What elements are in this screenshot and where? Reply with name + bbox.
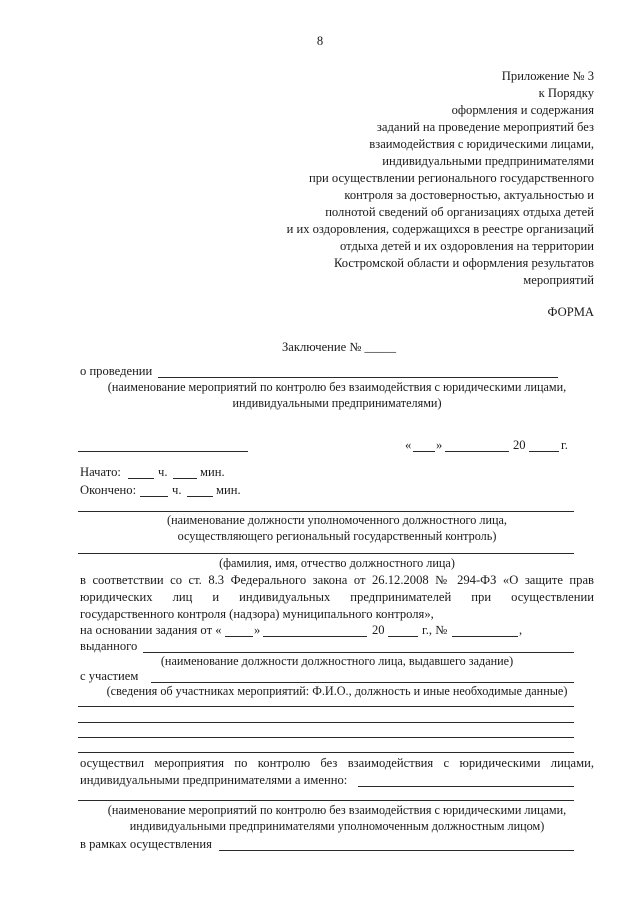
performed-caption: индивидуальными предпринимателями уполномоченным должностным лицом) [129, 819, 545, 833]
accordance-text: юридических лиц и индивидуальных предпринимателей при осуществлении [80, 590, 594, 604]
accordance-text: в соответствии со ст. 8.3 Федерального закона от 26.12.2008 № 294-ФЗ «О защите прав [80, 573, 594, 587]
header-line: к Порядку [538, 86, 594, 100]
start-label: Начато: [80, 465, 121, 479]
header-line: заданий на проведение мероприятий без [376, 120, 594, 134]
header-line: полнотой сведений об организациях отдыха детей [325, 205, 594, 219]
end-hours-field[interactable] [140, 496, 168, 497]
header-line: мероприятий [523, 273, 594, 287]
task-year-field[interactable] [388, 636, 418, 637]
issued-field[interactable] [143, 652, 574, 653]
scope-label: в рамках осуществления [80, 837, 212, 851]
header-line: контроля за достоверностью, актуальностью и [344, 188, 594, 202]
scope-field[interactable] [219, 850, 574, 851]
about-label: о проведении [80, 364, 153, 378]
performed-field[interactable] [358, 786, 574, 787]
page-number: 8 [316, 34, 324, 48]
start-hours-unit: ч. [158, 465, 168, 479]
participants-caption: (сведения об участниках мероприятий: Ф.И.О., должность и иные необходимые данные) [106, 684, 568, 698]
participants-extra-line[interactable] [78, 752, 574, 753]
official-fio-caption: (фамилия, имя, отчество должностного лица) [219, 556, 455, 570]
participants-extra-line[interactable] [78, 737, 574, 738]
header-line: и их оздоровления, содержащихся в реестре организаций [286, 222, 594, 236]
end-minutes-unit: мин. [216, 483, 241, 497]
end-hours-unit: ч. [172, 483, 182, 497]
task-end: , [519, 623, 523, 637]
start-hours-field[interactable] [128, 478, 154, 479]
task-day-field[interactable] [225, 636, 253, 637]
conclusion-title: Заключение № _____ [282, 340, 397, 354]
header-line: оформления и содержания [451, 103, 594, 117]
task-year-prefix: 20 [372, 623, 385, 637]
official-fio-field[interactable] [78, 553, 574, 554]
date-month-field[interactable] [445, 451, 509, 452]
task-year-suffix: г., № [422, 623, 448, 637]
date-quote-close: » [436, 438, 443, 452]
date-year-suffix: г. [561, 438, 568, 452]
official-position-field[interactable] [78, 511, 574, 512]
issued-label: выданного [80, 639, 138, 653]
header-line: Костромской области и оформления результатов [333, 256, 594, 270]
performed-caption: (наименование мероприятий по контролю без взаимодействия с юридическими лицами, [107, 803, 567, 817]
about-caption: (наименование мероприятий по контролю без взаимодействия с юридическими лицами, [107, 380, 567, 394]
task-prefix: на основании задания от « [80, 623, 222, 637]
start-minutes-unit: мин. [200, 465, 225, 479]
official-position-caption: осуществляющего региональный государственный контроль) [177, 529, 497, 543]
about-caption: индивидуальными предпринимателями) [232, 396, 442, 410]
form-label: ФОРМА [547, 305, 594, 319]
task-quote-close: » [254, 623, 261, 637]
end-minutes-field[interactable] [187, 496, 213, 497]
start-minutes-field[interactable] [173, 478, 197, 479]
header-line: взаимодействия с юридическими лицами, [369, 137, 594, 151]
header-line: отдыха детей и их оздоровления на территории [340, 239, 594, 253]
date-year-prefix: 20 [513, 438, 526, 452]
accordance-text: государственного контроля (надзора) муниципального контроля», [80, 607, 434, 621]
performed-text: осуществил мероприятия по контролю без взаимодействия с юридическими лицами, [80, 756, 594, 770]
date-quote-open: « [405, 438, 412, 452]
performed-text: индивидуальными предпринимателями а именно: [80, 773, 348, 787]
participants-extra-line[interactable] [78, 706, 574, 707]
about-field[interactable] [158, 377, 558, 378]
performed-extra-line[interactable] [78, 800, 574, 801]
header-line: индивидуальными предпринимателями [382, 154, 594, 168]
participants-field[interactable] [151, 682, 574, 683]
task-month-field[interactable] [263, 636, 367, 637]
date-year-field[interactable] [529, 451, 559, 452]
participants-extra-line[interactable] [78, 722, 574, 723]
date-day-field[interactable] [413, 451, 435, 452]
official-position-caption: (наименование должности уполномоченного должностного лица, [167, 513, 507, 527]
end-label: Окончено: [80, 483, 137, 497]
participants-label: с участием [80, 669, 139, 683]
header-line: при осуществлении регионального государственного [308, 171, 594, 185]
place-field[interactable] [78, 451, 248, 452]
task-number-field[interactable] [452, 636, 518, 637]
header-line: Приложение № 3 [501, 69, 594, 83]
issued-caption: (наименование должности должностного лица, выдавшего задание) [160, 654, 514, 668]
